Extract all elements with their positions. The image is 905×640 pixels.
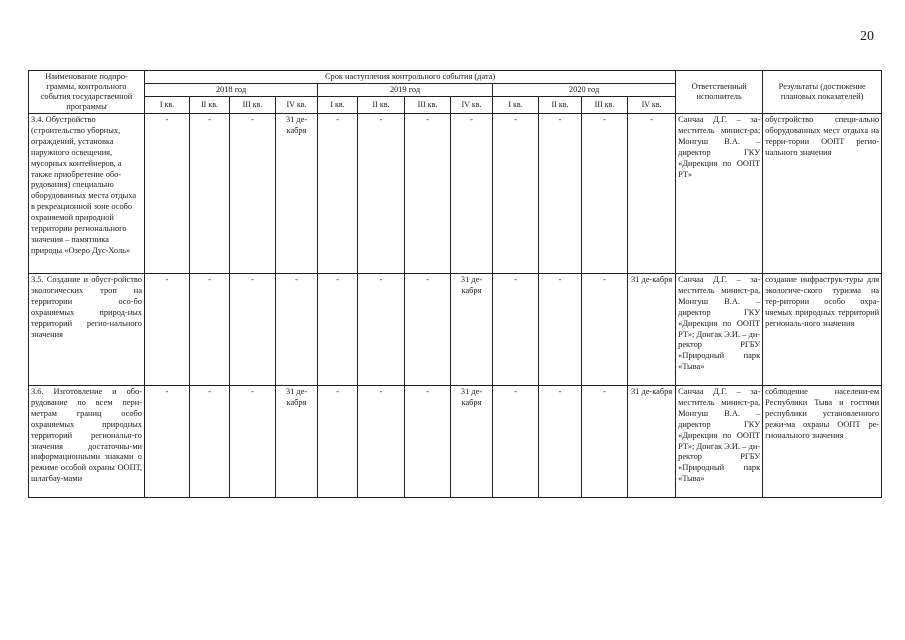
event-name: 3.4. Обустройство (строительство уборных, ограждений, установка наружного освещения, мусорных контейнеров, а также приобретение обо-рудования) специально оборудованных места отдыха в рекреационной зоне особо охраняемой природной территории регионального значения – памятника природы «Озеро Дус-Холь» <box>29 114 145 274</box>
header-year-2019: 2019 год <box>318 84 493 97</box>
quarter-cell: - <box>230 386 276 498</box>
quarter-cell: - <box>276 274 318 386</box>
header-quarter: II кв. <box>539 97 582 114</box>
quarter-cell: - <box>539 274 582 386</box>
quarter-cell: - <box>493 274 539 386</box>
header-quarter: IV кв. <box>628 97 676 114</box>
quarter-cell: 31 де-кабря <box>451 274 493 386</box>
quarter-cell: - <box>582 274 628 386</box>
header-quarter: IV кв. <box>451 97 493 114</box>
responsible-cell: Санчаа Д.Г. – за-меститель минист-ра; Монгуш В.А. – директор ГКУ «Дирекция по ООПТ РТ» <box>676 114 763 274</box>
header-quarter: III кв. <box>230 97 276 114</box>
quarter-cell: 31 де-кабря <box>451 386 493 498</box>
quarter-cell: - <box>539 386 582 498</box>
quarter-cell: - <box>405 114 451 274</box>
control-events-table <box>28 70 882 498</box>
table-row <box>29 274 882 386</box>
quarter-cell: - <box>582 386 628 498</box>
responsible-cell: Санчаа Д.Г. – за-меститель минист-ра, Монгуш В.А. – директор ГКУ «Дирекция по ООПТ РТ»; Донгак Э.И. – ди-ректор РГБУ «Природный парк «Тыва» <box>676 274 763 386</box>
event-name: 3.5. Создание и обуст-ройство экологических троп на территории осо-бо охраняемых природ-ных территорий регио-нального значения <box>29 274 145 386</box>
quarter-cell: - <box>230 114 276 274</box>
header-results: Результаты (достижение плановых показателей) <box>763 71 882 114</box>
quarter-cell: - <box>145 274 190 386</box>
header-quarter: III кв. <box>405 97 451 114</box>
header-quarter: II кв. <box>190 97 230 114</box>
quarter-cell: - <box>230 274 276 386</box>
header-quarter: I кв. <box>493 97 539 114</box>
quarter-cell: - <box>405 386 451 498</box>
quarter-cell: - <box>358 386 405 498</box>
quarter-cell: - <box>145 114 190 274</box>
header-responsible: Ответственный исполнитель <box>676 71 763 114</box>
result-cell: создание инфраструк-туры для экологиче-ского туризма на тер-ритории особо охра-няемых природных территорий региональ-ного значения <box>763 274 882 386</box>
result-cell: соблюдение населени-ем Республики Тыва и гостями республики установленного режи-ма охраны ООПТ ре-гионального значения <box>763 386 882 498</box>
quarter-cell: - <box>145 386 190 498</box>
header-name: Наименование подпро-граммы, контрольного события государственной программы <box>29 71 145 114</box>
quarter-cell: - <box>190 114 230 274</box>
table-row <box>29 386 882 498</box>
header-quarter: III кв. <box>582 97 628 114</box>
header-year-2020: 2020 год <box>493 84 676 97</box>
header-row-1 <box>29 71 882 84</box>
quarter-cell: - <box>190 274 230 386</box>
header-quarter: I кв. <box>145 97 190 114</box>
quarter-cell: 31 де-кабря <box>628 386 676 498</box>
header-quarter: I кв. <box>318 97 358 114</box>
quarter-cell: - <box>493 386 539 498</box>
page-number: 20 <box>860 29 874 44</box>
header-year-2018: 2018 год <box>145 84 318 97</box>
quarter-cell: - <box>190 386 230 498</box>
quarter-cell: - <box>539 114 582 274</box>
quarter-cell: - <box>582 114 628 274</box>
quarter-cell: - <box>493 114 539 274</box>
event-name: 3.6. Изготовление и обо-рудование по всем пери-метрам границ особо охраняемых природных территорий региональн-го значения достаточны-ми информационными знаками о режиме особой охраны ООПТ, шлагбау-мами <box>29 386 145 498</box>
quarter-cell: 31 де-кабря <box>276 386 318 498</box>
responsible-cell: Санчаа Д.Г. – за-меститель минист-ра, Монгуш В.А. – директор ГКУ «Дирекция по ООПТ РТ»; Донгак Э.И. – ди-ректор РГБУ «Природный парк «Тыва» <box>676 386 763 498</box>
quarter-cell: - <box>628 114 676 274</box>
header-quarter: IV кв. <box>276 97 318 114</box>
quarter-cell: - <box>405 274 451 386</box>
header-term: Срок наступления контрольного события (дата) <box>145 71 676 84</box>
quarter-cell: - <box>451 114 493 274</box>
table-row <box>29 114 882 274</box>
header-quarter: II кв. <box>358 97 405 114</box>
quarter-cell: - <box>318 386 358 498</box>
quarter-cell: - <box>358 114 405 274</box>
result-cell: обустройство специ-ально оборудованных мест отдыха на терри-тории ООПТ регио-нального значения <box>763 114 882 274</box>
quarter-cell: - <box>318 274 358 386</box>
quarter-cell: - <box>358 274 405 386</box>
quarter-cell: 31 де-кабря <box>628 274 676 386</box>
quarter-cell: 31 де-кабря <box>276 114 318 274</box>
quarter-cell: - <box>318 114 358 274</box>
